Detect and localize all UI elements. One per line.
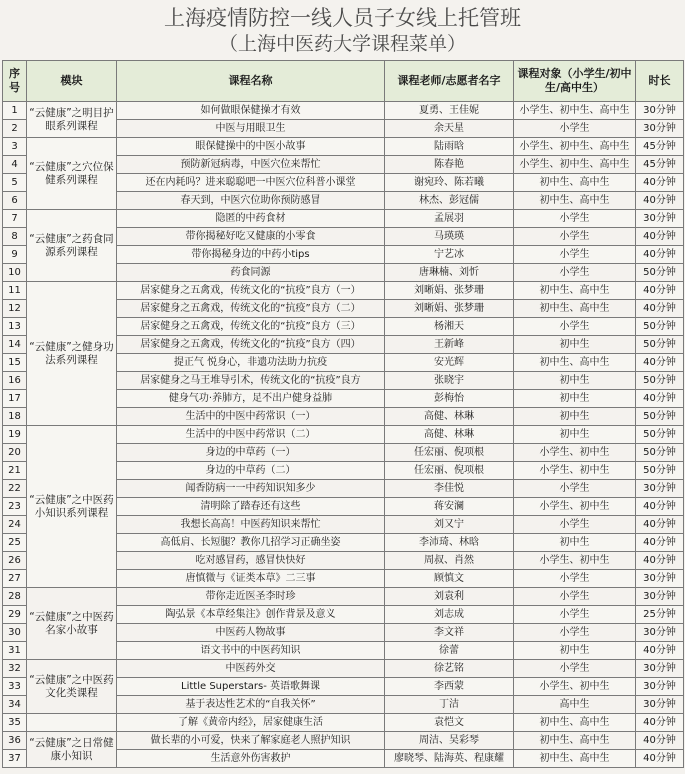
course-name: 提正气 悦身心，非遗功法助力抗疫 bbox=[117, 354, 385, 372]
course-duration: 40分钟 bbox=[636, 642, 684, 660]
row-number: 19 bbox=[3, 426, 27, 444]
course-duration: 40分钟 bbox=[636, 192, 684, 210]
course-teacher: 陆雨晗 bbox=[385, 138, 514, 156]
course-target: 初中生、高中生 bbox=[514, 174, 636, 192]
course-name: 居家健身之五禽戏，传统文化的“抗疫”良方（四） bbox=[117, 336, 385, 354]
course-duration: 30分钟 bbox=[636, 480, 684, 498]
row-number: 30 bbox=[3, 624, 27, 642]
course-duration: 50分钟 bbox=[636, 462, 684, 480]
course-teacher: 任宏丽、倪项根 bbox=[385, 462, 514, 480]
row-number: 7 bbox=[3, 210, 27, 228]
module-name bbox=[27, 714, 117, 732]
row-number: 10 bbox=[3, 264, 27, 282]
course-duration: 50分钟 bbox=[636, 426, 684, 444]
row-number: 25 bbox=[3, 534, 27, 552]
course-name: 清明除了踏春还有这些 bbox=[117, 498, 385, 516]
course-duration: 50分钟 bbox=[636, 408, 684, 426]
course-target: 小学生、初中生 bbox=[514, 498, 636, 516]
course-duration: 40分钟 bbox=[636, 714, 684, 732]
row-number: 18 bbox=[3, 408, 27, 426]
course-name: 身边的中草药（一） bbox=[117, 444, 385, 462]
course-target: 初中生、高中生 bbox=[514, 300, 636, 318]
course-target: 初中生 bbox=[514, 372, 636, 390]
module-name: “云健康”之健身功法系列课程 bbox=[27, 282, 117, 426]
course-teacher: 安光辉 bbox=[385, 354, 514, 372]
row-number: 28 bbox=[3, 588, 27, 606]
course-name: 语文书中的中医药知识 bbox=[117, 642, 385, 660]
row-number: 2 bbox=[3, 120, 27, 138]
course-teacher: 孟展羽 bbox=[385, 210, 514, 228]
course-teacher: 李沛琦、林晗 bbox=[385, 534, 514, 552]
course-teacher: 张晓宇 bbox=[385, 372, 514, 390]
course-teacher: 陈春艳 bbox=[385, 156, 514, 174]
course-name: 生活意外伤害救护 bbox=[117, 750, 385, 768]
course-name: 居家健身之马王堆导引术，传统文化的“抗疫”良方 bbox=[117, 372, 385, 390]
course-duration: 40分钟 bbox=[636, 552, 684, 570]
row-number: 12 bbox=[3, 300, 27, 318]
course-teacher: 刘志成 bbox=[385, 606, 514, 624]
row-number: 14 bbox=[3, 336, 27, 354]
course-teacher: 杨湘天 bbox=[385, 318, 514, 336]
course-name: 吃对感冒药，感冒快快好 bbox=[117, 552, 385, 570]
course-target: 小学生 bbox=[514, 264, 636, 282]
course-name: 带你揭秘身边的中药小tips bbox=[117, 246, 385, 264]
course-teacher: 廖晓琴、陆海英、程康耀 bbox=[385, 750, 514, 768]
course-name: 中医药人物故事 bbox=[117, 624, 385, 642]
course-target: 初中生、高中生 bbox=[514, 750, 636, 768]
table-header-row bbox=[3, 61, 684, 102]
course-name: 中医与用眼卫生 bbox=[117, 120, 385, 138]
course-name: 了解《黄帝内经》，居家健康生活 bbox=[117, 714, 385, 732]
course-name: 高低肩、长短腿？教你几招学习正确坐姿 bbox=[117, 534, 385, 552]
course-target: 小学生、初中生、高中生 bbox=[514, 138, 636, 156]
course-duration: 30分钟 bbox=[636, 210, 684, 228]
course-duration: 50分钟 bbox=[636, 336, 684, 354]
course-name: 身边的中草药（二） bbox=[117, 462, 385, 480]
course-duration: 45分钟 bbox=[636, 156, 684, 174]
course-teacher: 丁洁 bbox=[385, 696, 514, 714]
course-teacher: 高健、林琳 bbox=[385, 408, 514, 426]
row-number: 23 bbox=[3, 498, 27, 516]
course-duration: 40分钟 bbox=[636, 228, 684, 246]
module-name: “云健康”之药食同源系列课程 bbox=[27, 210, 117, 282]
course-target: 小学生 bbox=[514, 318, 636, 336]
course-teacher: 徐蕾 bbox=[385, 642, 514, 660]
course-target: 小学生 bbox=[514, 570, 636, 588]
row-number: 31 bbox=[3, 642, 27, 660]
module-name: “云健康”之明目护眼系列课程 bbox=[27, 102, 117, 138]
course-target: 小学生 bbox=[514, 120, 636, 138]
course-name: Little Superstars- 英语歌舞课 bbox=[117, 678, 385, 696]
course-teacher: 顾慎文 bbox=[385, 570, 514, 588]
course-duration: 30分钟 bbox=[636, 696, 684, 714]
course-name: 眼保健操中的中医小故事 bbox=[117, 138, 385, 156]
course-name: 带你揭秘好吃又健康的小零食 bbox=[117, 228, 385, 246]
course-duration: 30分钟 bbox=[636, 678, 684, 696]
course-name: 做长辈的小可爱，快来了解家庭老人照护知识 bbox=[117, 732, 385, 750]
row-number: 24 bbox=[3, 516, 27, 534]
row-number: 33 bbox=[3, 678, 27, 696]
course-duration: 40分钟 bbox=[636, 354, 684, 372]
row-number: 13 bbox=[3, 318, 27, 336]
header-teacher: 课程老师/志愿者名字 bbox=[385, 61, 514, 102]
course-target: 小学生 bbox=[514, 660, 636, 678]
course-teacher: 唐琳楠、刘忻 bbox=[385, 264, 514, 282]
course-teacher: 徐艺铭 bbox=[385, 660, 514, 678]
course-duration: 45分钟 bbox=[636, 138, 684, 156]
course-name: 药食同源 bbox=[117, 264, 385, 282]
course-teacher: 宁艺冰 bbox=[385, 246, 514, 264]
course-teacher: 刘晰娟、张梦珊 bbox=[385, 300, 514, 318]
row-number: 16 bbox=[3, 372, 27, 390]
document-subtitle: （上海中医药大学课程菜单） bbox=[218, 33, 466, 55]
course-target: 小学生、初中生 bbox=[514, 462, 636, 480]
module-name: “云健康”之穴位保健系列课程 bbox=[27, 138, 117, 210]
course-teacher: 袁恺文 bbox=[385, 714, 514, 732]
course-duration: 40分钟 bbox=[636, 246, 684, 264]
row-number: 15 bbox=[3, 354, 27, 372]
course-name: 健身气功·养肺方，足不出户健身益肺 bbox=[117, 390, 385, 408]
course-duration: 50分钟 bbox=[636, 444, 684, 462]
course-target: 小学生、初中生 bbox=[514, 552, 636, 570]
course-teacher: 李佳悦 bbox=[385, 480, 514, 498]
course-target: 小学生 bbox=[514, 228, 636, 246]
course-name: 居家健身之五禽戏，传统文化的“抗疫”良方（三） bbox=[117, 318, 385, 336]
course-target: 小学生 bbox=[514, 624, 636, 642]
course-name: 带你走近医圣李时珍 bbox=[117, 588, 385, 606]
course-teacher: 谢宛玲、陈若曦 bbox=[385, 174, 514, 192]
course-duration: 40分钟 bbox=[636, 282, 684, 300]
course-duration: 40分钟 bbox=[636, 516, 684, 534]
course-teacher: 周叔、肖然 bbox=[385, 552, 514, 570]
course-target: 初中生、高中生 bbox=[514, 732, 636, 750]
row-number: 9 bbox=[3, 246, 27, 264]
table-row bbox=[3, 210, 684, 228]
course-target: 小学生、初中生、高中生 bbox=[514, 156, 636, 174]
course-teacher: 蒋安澜 bbox=[385, 498, 514, 516]
row-number: 26 bbox=[3, 552, 27, 570]
course-target: 初中生 bbox=[514, 390, 636, 408]
course-teacher: 余天星 bbox=[385, 120, 514, 138]
row-number: 20 bbox=[3, 444, 27, 462]
table-body bbox=[3, 102, 684, 768]
course-duration: 50分钟 bbox=[636, 318, 684, 336]
course-target: 小学生 bbox=[514, 516, 636, 534]
course-duration: 50分钟 bbox=[636, 264, 684, 282]
course-target: 小学生 bbox=[514, 588, 636, 606]
row-number: 6 bbox=[3, 192, 27, 210]
course-target: 初中生 bbox=[514, 426, 636, 444]
course-target: 初中生 bbox=[514, 408, 636, 426]
header-course: 课程名称 bbox=[117, 61, 385, 102]
row-number: 21 bbox=[3, 462, 27, 480]
document-title: 上海疫情防控一线人员子女线上托管班 bbox=[164, 6, 521, 30]
course-name: 春天到，中医穴位助你预防感冒 bbox=[117, 192, 385, 210]
course-table bbox=[2, 60, 684, 768]
table-row bbox=[3, 588, 684, 606]
course-name: 还在内耗吗？进来聪聪吧一中医穴位科普小课堂 bbox=[117, 174, 385, 192]
row-number: 3 bbox=[3, 138, 27, 156]
course-teacher: 刘晰娟、张梦珊 bbox=[385, 282, 514, 300]
course-target: 小学生 bbox=[514, 480, 636, 498]
row-number: 35 bbox=[3, 714, 27, 732]
course-target: 小学生、初中生 bbox=[514, 678, 636, 696]
course-name: 如何做眼保健操才有效 bbox=[117, 102, 385, 120]
course-duration: 25分钟 bbox=[636, 606, 684, 624]
course-target: 小学生、初中生 bbox=[514, 444, 636, 462]
course-teacher: 林杰、彭冠儒 bbox=[385, 192, 514, 210]
course-name: 居家健身之五禽戏，传统文化的“抗疫”良方（一） bbox=[117, 282, 385, 300]
row-number: 17 bbox=[3, 390, 27, 408]
course-target: 小学生 bbox=[514, 606, 636, 624]
course-name: 生活中的中医中药常识（一） bbox=[117, 408, 385, 426]
course-target: 初中生、高中生 bbox=[514, 714, 636, 732]
course-teacher: 周洁、吴彩琴 bbox=[385, 732, 514, 750]
row-number: 11 bbox=[3, 282, 27, 300]
module-name: “云健康”之中医药文化类课程 bbox=[27, 660, 117, 714]
course-name: 我想长高高！中医药知识来帮忙 bbox=[117, 516, 385, 534]
course-teacher: 马瑛瑛 bbox=[385, 228, 514, 246]
row-number: 4 bbox=[3, 156, 27, 174]
course-teacher: 高健、林琳 bbox=[385, 426, 514, 444]
course-name: 基于表达性艺术的“自我关怀” bbox=[117, 696, 385, 714]
course-duration: 40分钟 bbox=[636, 174, 684, 192]
course-teacher: 李西蒙 bbox=[385, 678, 514, 696]
course-name: 闻香防病一一中药知识知多少 bbox=[117, 480, 385, 498]
course-name: 中医药外交 bbox=[117, 660, 385, 678]
course-target: 初中生、高中生 bbox=[514, 354, 636, 372]
course-teacher: 李文祥 bbox=[385, 624, 514, 642]
table-row bbox=[3, 102, 684, 120]
module-name: “云健康”之日常健康小知识 bbox=[27, 732, 117, 768]
table-row bbox=[3, 138, 684, 156]
table-row bbox=[3, 732, 684, 750]
course-teacher: 任宏丽、倪项根 bbox=[385, 444, 514, 462]
course-duration: 40分钟 bbox=[636, 390, 684, 408]
course-name: 唐慎微与《证类本草》二三事 bbox=[117, 570, 385, 588]
course-target: 小学生 bbox=[514, 246, 636, 264]
row-number: 27 bbox=[3, 570, 27, 588]
row-number: 34 bbox=[3, 696, 27, 714]
course-name: 陶弘景《本草经集注》创作背景及意义 bbox=[117, 606, 385, 624]
course-name: 隐匿的中药食材 bbox=[117, 210, 385, 228]
row-number: 37 bbox=[3, 750, 27, 768]
row-number: 32 bbox=[3, 660, 27, 678]
header-no: 序号 bbox=[3, 61, 27, 102]
course-teacher: 王新峰 bbox=[385, 336, 514, 354]
module-name: “云健康”之中医药小知识系列课程 bbox=[27, 426, 117, 588]
course-duration: 40分钟 bbox=[636, 732, 684, 750]
course-name: 居家健身之五禽戏，传统文化的“抗疫”良方（二） bbox=[117, 300, 385, 318]
row-number: 36 bbox=[3, 732, 27, 750]
course-duration: 30分钟 bbox=[636, 624, 684, 642]
course-duration: 30分钟 bbox=[636, 570, 684, 588]
header-duration: 时长 bbox=[636, 61, 684, 102]
table-row bbox=[3, 714, 684, 732]
course-teacher: 彭梅怡 bbox=[385, 390, 514, 408]
row-number: 29 bbox=[3, 606, 27, 624]
course-duration: 40分钟 bbox=[636, 750, 684, 768]
course-target: 初中生 bbox=[514, 642, 636, 660]
course-duration: 40分钟 bbox=[636, 534, 684, 552]
header-module: 模块 bbox=[27, 61, 117, 102]
course-target: 初中生、高中生 bbox=[514, 282, 636, 300]
course-duration: 30分钟 bbox=[636, 120, 684, 138]
course-name: 生活中的中医中药常识（二） bbox=[117, 426, 385, 444]
course-duration: 40分钟 bbox=[636, 498, 684, 516]
course-target: 高中生 bbox=[514, 696, 636, 714]
course-teacher: 刘袁利 bbox=[385, 588, 514, 606]
module-name: “云健康”之中医药名家小故事 bbox=[27, 588, 117, 660]
course-teacher: 刘又宁 bbox=[385, 516, 514, 534]
course-duration: 40分钟 bbox=[636, 300, 684, 318]
course-target: 小学生、初中生、高中生 bbox=[514, 102, 636, 120]
row-number: 8 bbox=[3, 228, 27, 246]
course-teacher: 夏勇、王佳妮 bbox=[385, 102, 514, 120]
course-target: 小学生 bbox=[514, 210, 636, 228]
row-number: 5 bbox=[3, 174, 27, 192]
course-name: 预防新冠病毒，中医穴位来帮忙 bbox=[117, 156, 385, 174]
course-target: 初中生 bbox=[514, 534, 636, 552]
table-row bbox=[3, 660, 684, 678]
course-duration: 30分钟 bbox=[636, 660, 684, 678]
course-target: 初中生、高中生 bbox=[514, 192, 636, 210]
row-number: 1 bbox=[3, 102, 27, 120]
table-row bbox=[3, 426, 684, 444]
table-row bbox=[3, 282, 684, 300]
course-target: 初中生 bbox=[514, 336, 636, 354]
course-duration: 50分钟 bbox=[636, 372, 684, 390]
course-duration: 30分钟 bbox=[636, 102, 684, 120]
header-target: 课程对象（小学生/初中生/高中生） bbox=[514, 61, 636, 102]
row-number: 22 bbox=[3, 480, 27, 498]
course-duration: 30分钟 bbox=[636, 588, 684, 606]
